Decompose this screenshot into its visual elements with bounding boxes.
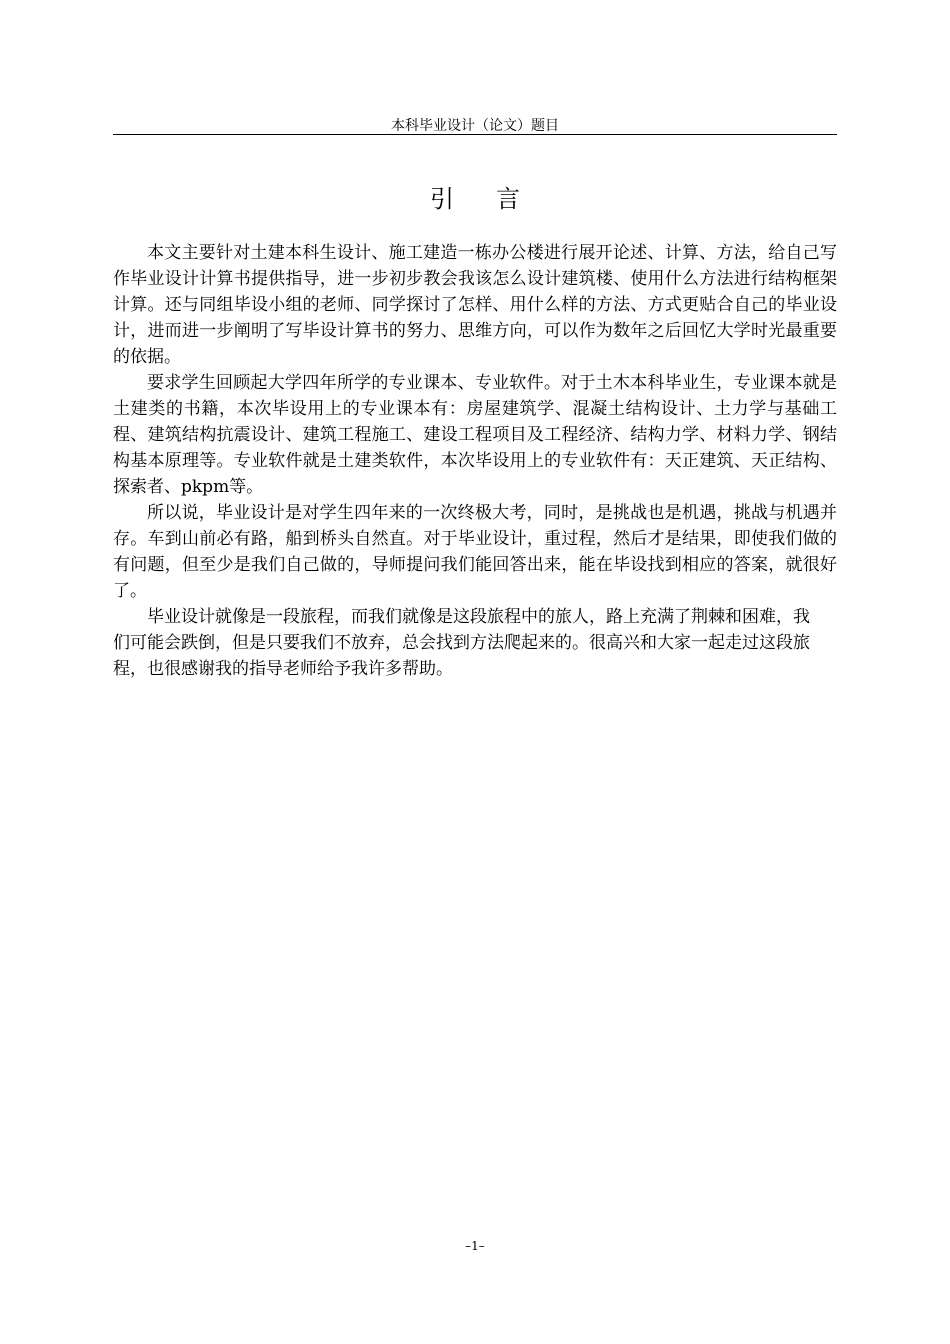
- page-header-title: 本科毕业设计（论文）题目: [391, 118, 559, 134]
- document-title: 引言: [430, 185, 562, 213]
- paragraph-3: 所以说，毕业设计是对学生四年来的一次终极大考，同时，是挑战也是机遇，挑战与机遇并存。车到山前必有路，船到桥头自然直。对于毕业设计，重过程，然后才是结果，即使我们做的有问题，但至少是我们自己做的，导师提问我们能回答出来，能在毕设找到相应的答案，就很好了。: [113, 503, 837, 601]
- page-number: –1–: [465, 1239, 485, 1253]
- header-divider: [113, 134, 837, 135]
- paragraph-2: 要求学生回顾起大学四年所学的专业课本、专业软件。对于土木本科毕业生，专业课本就是土建类的书籍，本次毕设用上的专业课本有：房屋建筑学、混凝土结构设计、土力学与基础工程、建筑结构抗震设计、建筑工程施工、建设工程项目及工程经济、结构力学、材料力学、钢结构基本原理等。专业软件就是土建类软件，本次毕设用上的专业软件有：天正建筑、天正结构、探索者、pkpm等。: [113, 373, 837, 497]
- paragraph-1: 本文主要针对土建本科生设计、施工建造一栋办公楼进行展开论述、计算、方法，给自己写作毕业设计计算书提供指导，进一步初步教会我该怎么设计建筑楼、使用什么方法进行结构框架计算。还与同组毕设小组的老师、同学探讨了怎样、用什么样的方法、方式更贴合自己的毕业设计，进而进一步阐明了写毕设计算书的努力、思维方向，可以作为数年之后回忆大学时光最重要的依据。: [113, 243, 837, 367]
- document-body: [113, 240, 837, 682]
- paragraph-4: 毕业设计就像是一段旅程，而我们就像是这段旅程中的旅人，路上充满了荆棘和困难，我们可能会跌倒，但是只要我们不放弃，总会找到方法爬起来的。很高兴和大家一起走过这段旅程，也很感谢我的指导老师给予我许多帮助。: [113, 607, 810, 679]
